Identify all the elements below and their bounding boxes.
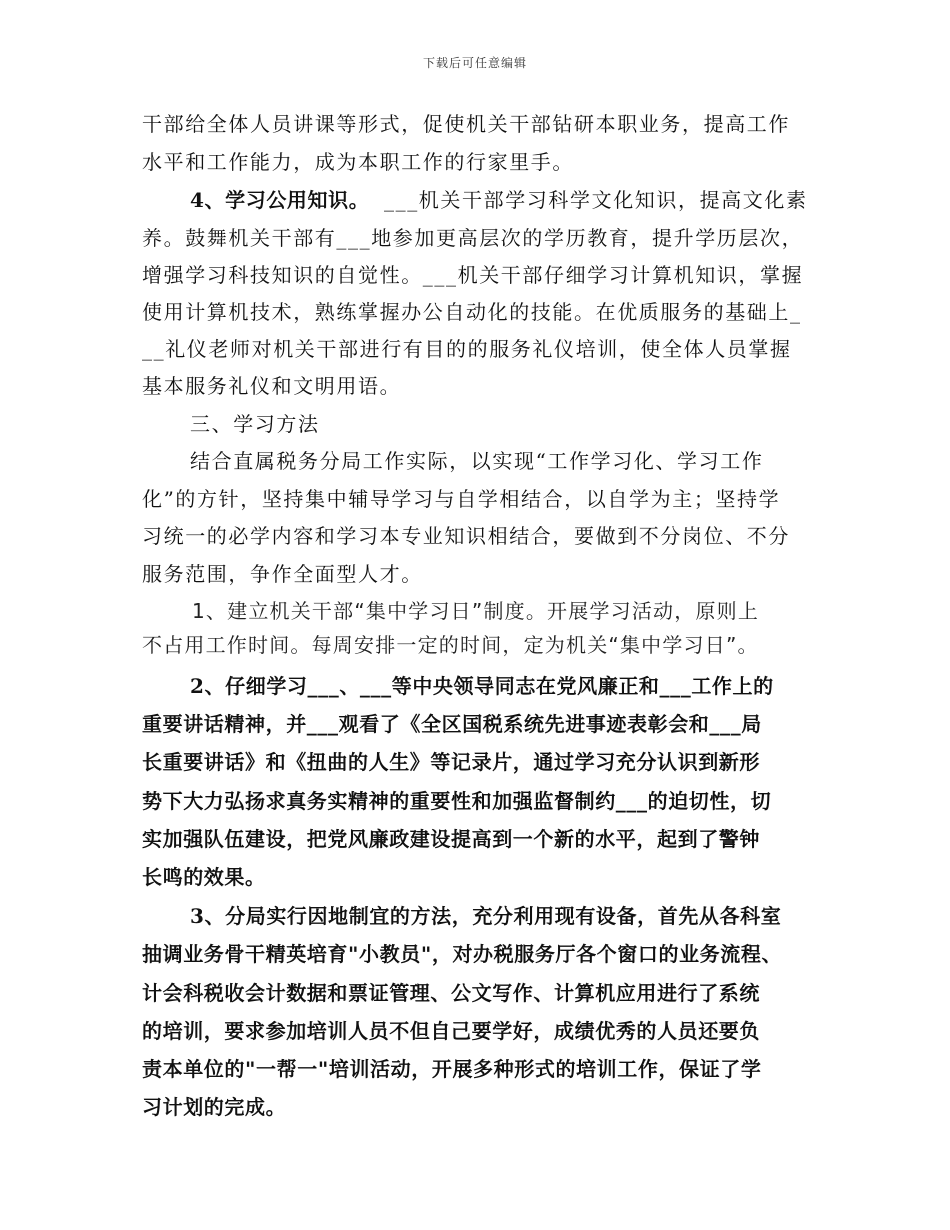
- paragraph-line: 干部给全体人员讲课等形式，促使机关干部钻研本职业务，提高工作: [142, 112, 790, 136]
- paragraph-line: 实加强队伍建设，把党风廉政建设提高到一个新的水平，起到了警钟: [142, 827, 760, 851]
- paragraph-line: 计会科税收会计数据和票证管理、公文写作、计算机应用进行了系统: [142, 981, 760, 1005]
- paragraph-line: 2、仔细学习___、___等中央领导同志在党风廉正和___工作上的: [190, 674, 774, 698]
- paragraph-line: 长鸣的效果。: [142, 865, 266, 889]
- paragraph-line: __礼仪老师对机关干部进行有目的的服务礼仪培训，使全体人员掌握: [142, 337, 792, 361]
- paragraph-line: 抽调业务骨干精英培育"小教员"，对办税服务厅各个窗口的业务流程、: [142, 942, 783, 966]
- paragraph-line: 化”的方针，坚持集中辅导学习与自学相结合，以自学为主；坚持学: [142, 487, 781, 511]
- paragraph-line: 增强学习科技知识的自觉性。___机关干部仔细学习计算机知识，掌握: [142, 263, 804, 287]
- paragraph-line: 责本单位的"一帮一"培训活动，开展多种形式的培训工作，保证了学: [142, 1057, 762, 1081]
- paragraph-line: 3、分局实行因地制宜的方法，充分利用现有设备，首先从各科室: [190, 904, 782, 928]
- section-heading: 4、学习公用知识。: [190, 188, 370, 212]
- paragraph-line: 服务范围，争作全面型人才。: [142, 562, 423, 586]
- paragraph-line: 长重要讲话》和《扭曲的人生》等记录片，通过学习充分认识到新形: [142, 750, 760, 774]
- paragraph-line: 1、建立机关干部“集中学习日”制度。开展学习活动，原则上: [192, 599, 760, 623]
- paragraph-line: 势下大力弘扬求真务实精神的重要性和加强监督制约___的迫切性，切: [142, 789, 772, 813]
- page-header: 下载后可任意编辑: [422, 56, 527, 70]
- paragraph-line: 使用计算机技术，熟练掌握办公自动化的技能。在优质服务的基础上_: [142, 300, 802, 324]
- paragraph-line: ___机关干部学习科学文化知识，提高文化素: [384, 188, 808, 212]
- paragraph-line: 水平和工作能力，成为本职工作的行家里手。: [142, 150, 574, 174]
- paragraph-line: 基本服务礼仪和文明用语。: [142, 374, 402, 398]
- paragraph-line: 习计划的完成。: [142, 1095, 287, 1119]
- paragraph-line: 习统一的必学内容和学习本专业知识相结合，要做到不分岗位、不分: [142, 524, 790, 548]
- paragraph-line: 的培训，要求参加培训人员不但自己要学好，成绩优秀的人员还要负: [142, 1019, 760, 1043]
- paragraph-line: 不占用工作时间。每周安排一定的时间，定为机关“集中学习日”。: [142, 633, 759, 657]
- paragraph-line: 重要讲话精神，并___观看了《全区国税系统先进事迹表彰会和___局: [142, 712, 762, 736]
- paragraph-line: 结合直属税务分局工作实际，以实现“工作学习化、学习工作: [190, 449, 764, 473]
- section-heading: 三、学习方法: [190, 412, 320, 436]
- paragraph-line: 养。鼓舞机关干部有___地参加更高层次的学历教育，提升学历层次，: [142, 226, 804, 250]
